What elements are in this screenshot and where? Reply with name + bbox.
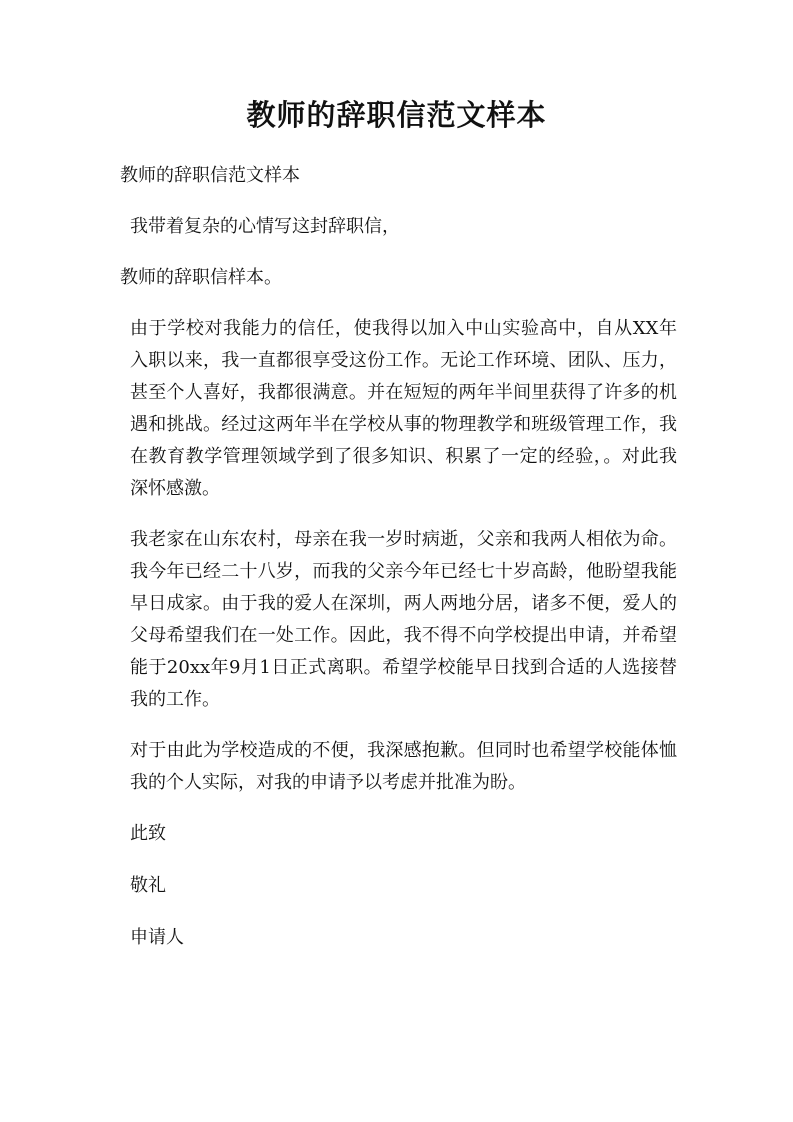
apology-paragraph: 对于由此为学校造成的不便，我深感抱歉。但同时也希望学校能体恤我的个人实际，对我的申请予以考虑并批准为盼。 [130,740,677,793]
reason-paragraph: 我老家在山东农村，母亲在我一岁时病逝，父亲和我两人相依为命。我今年已经二十八岁，而我的父亲今年已经七十岁高龄，他盼望我能早日成家。由于我的爱人在深圳，两人两地分居，诸多不便，爱人的父母希望我们在一处工作。因此，我不得不向学校提出申请，并希望能于20xx年9月1日正式离职。希望学校能早日找到合适的人选接替我的工作。 [130,529,677,710]
opening-paragraph: 我带着复杂的心情写这封辞职信， [130,216,400,237]
closing-regards: 敬礼 [130,875,166,896]
subtitle-paragraph: 教师的辞职信范文样本 [120,165,300,186]
closing-salutation: 此致 [130,823,166,844]
sample-label-paragraph: 教师的辞职信样本。 [120,267,282,288]
gratitude-paragraph: 由于学校对我能力的信任，使我得以加入中山实验高中，自从XX年入职以来，我一直都很享受这份工作。无论工作环境、团队、压力，甚至个人喜好，我都很满意。并在短短的两年半间里获得了许多的机遇和挑战。经过这两年半在学校从事的物理教学和班级管理工作，我在教育教学管理领域学到了很多知识、积累了一定的经验，。对此我深怀感激。 [130,318,677,499]
applicant-label: 申请人 [130,927,184,948]
document-title: 教师的辞职信范文样本 [246,98,547,132]
document-body [120,160,677,974]
